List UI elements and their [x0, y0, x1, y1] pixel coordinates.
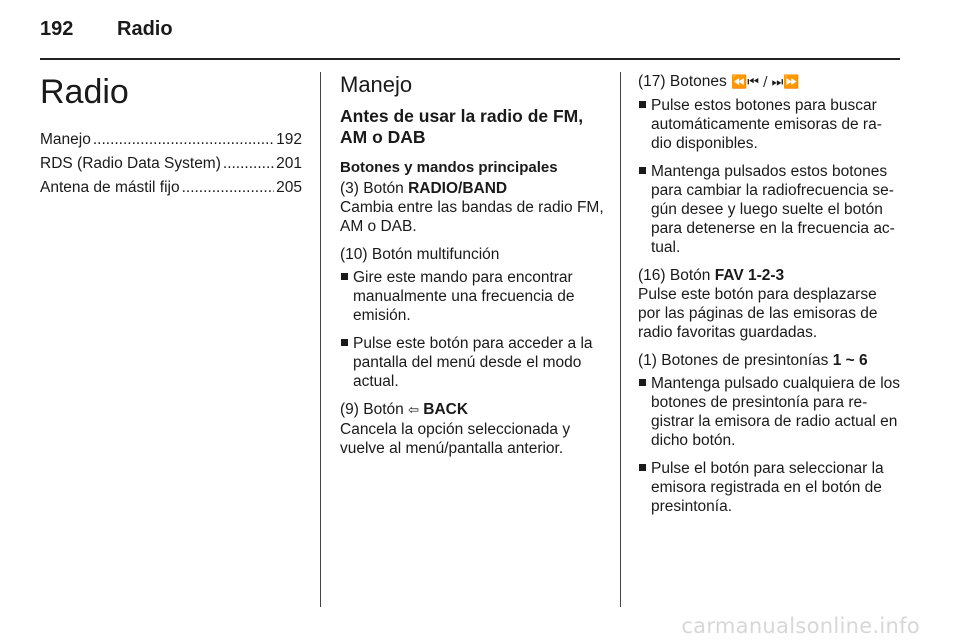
column-divider-1	[320, 72, 321, 607]
page-number: 192	[40, 18, 74, 40]
watermark: carmanualsonline.info	[681, 614, 920, 638]
back-arrow-icon: ⇦	[408, 403, 419, 418]
subsection-heading: Antes de usar la radio de FM, AM o DAB	[340, 106, 584, 147]
back-title: (9) Botón ⇦ BACK Cancela la opción seleccionada y vuelve al menú/pantalla anterior.	[340, 401, 571, 457]
content-column-3	[638, 72, 902, 525]
multifunction-bullets	[340, 268, 606, 391]
preset-title: (1) Botones de presintonías 1 ~ 6	[638, 352, 868, 369]
running-section-title: Radio	[117, 18, 173, 40]
section-heading: Manejo	[340, 72, 413, 97]
preset-button-range: 1 ~ 6	[832, 352, 868, 369]
chapter-title: Radio	[40, 73, 129, 111]
fav-title: (16) Botón FAV 1-2-3 Pulse este botón para desplazarse por las páginas de las emisoras de radio favoritas guardadas.	[638, 267, 878, 341]
toc-page: 192	[276, 131, 302, 148]
toc-leader	[93, 130, 274, 149]
toc-leader	[223, 154, 274, 173]
toc-label: RDS (Radio Data System)	[40, 155, 221, 172]
back-button-name: BACK	[423, 401, 469, 418]
toc-page: 201	[276, 155, 302, 172]
fav-button-name: FAV 1-2-3	[714, 267, 785, 284]
toc-entry[interactable]	[40, 154, 302, 173]
radio-band-title: (3) Botón RADIO/BAND Cambia entre las bandas de radio FM, AM o DAB.	[340, 180, 604, 235]
header-rule	[40, 58, 900, 60]
seek-buttons-icon: ⏪⏮ / ⏭⏩	[731, 75, 800, 90]
fav-description: Pulse este botón para desplazarse por las páginas de las emisoras de radio favoritas guardadas.	[638, 286, 878, 341]
toc-label: Manejo	[40, 131, 91, 148]
list-item: Pulse el botón para seleccionar la emisora registrada en el botón de presintonía.	[638, 459, 902, 516]
list-item: Mantenga pulsados estos botones para cambiar la radiofrecuencia se-gún desee y luego suelte el botón para detenerse en la frecuencia ac-tual.	[638, 162, 902, 257]
toc-column	[40, 72, 302, 202]
list-item: Pulse este botón para acceder a la pantalla del menú desde el modo actual.	[340, 334, 606, 391]
subsubsection-heading: Botones y mandos principales	[340, 159, 558, 176]
list-item: Pulse estos botones para buscar automáticamente emisoras de ra-dio disponibles.	[638, 96, 902, 153]
radio-band-description: Cambia entre las bandas de radio FM, AM o DAB.	[340, 199, 604, 235]
column-divider-2	[620, 72, 621, 607]
toc-page: 205	[276, 179, 302, 196]
toc-label: Antena de mástil fijo	[40, 179, 180, 196]
radio-band-button-name: RADIO/BAND	[408, 180, 508, 197]
multifunction-title: (10) Botón multifunción	[340, 246, 500, 263]
seek-bullets	[638, 96, 902, 257]
seek-title: (17) Botones ⏪⏮ / ⏭⏩	[638, 73, 800, 90]
content-column-2	[340, 72, 606, 467]
back-description: Cancela la opción seleccionada y vuelve al menú/pantalla anterior.	[340, 421, 571, 457]
preset-bullets	[638, 374, 902, 516]
list-item: Gire este mando para encontrar manualmente una frecuencia de emisión.	[340, 268, 606, 325]
toc-leader	[182, 178, 275, 197]
toc-entry[interactable]	[40, 130, 302, 149]
list-item: Mantenga pulsado cualquiera de los botones de presintonía para re-gistrar la emisora de radio actual en dicho botón.	[638, 374, 902, 450]
toc-entry[interactable]	[40, 178, 302, 197]
